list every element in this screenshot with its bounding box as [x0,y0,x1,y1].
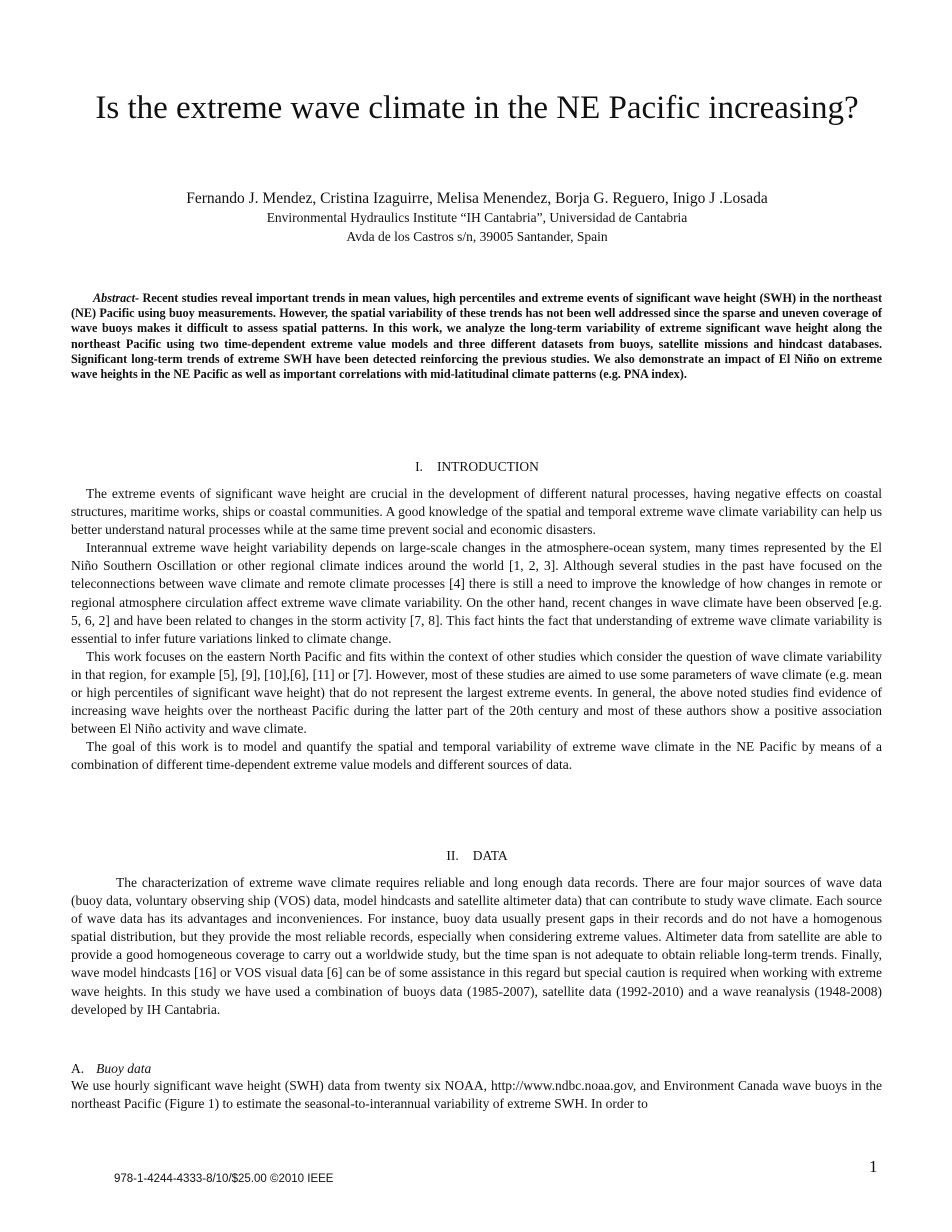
section-heading-introduction [72,458,882,475]
subsection-number: A. [71,1061,85,1076]
subsection-title: Buoy data [96,1061,152,1076]
affiliation-line-2: Avda de los Castros s/n, 39005 Santander, Spain [346,229,608,244]
section-heading-data [72,847,882,864]
page-number: 1 [869,1157,878,1176]
affiliation-line-1: Environmental Hydraulics Institute “IH Cantabria”, Universidad de Cantabria [266,210,688,225]
section-number: I. [415,459,423,474]
introduction-body [71,485,882,775]
copyright-notice: 978-1-4244-4333-8/10/$25.00 ©2010 IEEE [114,1173,334,1185]
section-title: DATA [472,848,508,863]
abstract-text: Recent studies reveal important trends in mean values, high percentiles and extreme events of significant wave height (SWH) in the northeast (NE) Pacific using buoy measurements. However, the spatial variability of these trends has not been well addressed since the sparse and uneven coverage of wave buoys makes it difficult to assess spatial patterns. In this work, we analyze the long-term variability of extreme significant wave height along the northeast Pacific using two time-dependent extreme value models and three different datasets from buoys, satellite missions and hindcast databases. Significant long-term trends of extreme SWH have been detected reinforcing the previous studies. We also demonstrate an impact of El Niño on extreme wave heights in the NE Pacific as well as important correlations with mid-latitudinal climate patterns (e.g. PNA index). [71,291,883,382]
paragraph: Interannual extreme wave height variability depends on large-scale changes in the atmosphere-ocean system, many times represented by the El Niño Southern Oscillation or other regional climate indices around the world [1, 2, 3]. Although several studies in the past have focused on the teleconnections between wave climate and remote climate processes [4] there is still a need to improve the knowledge of how changes in remote or regional atmosphere circulation affect extreme wave climate variability. On the other hand, recent changes in wave climate have been observed [e.g. 5, 6, 2] and have been related to changes in the storm activity [7, 8]. This fact hints the fact that understanding of extreme wave climate variability is essential to infer future variations linked to climate change. [71,540,882,646]
author-list: Fernando J. Mendez, Cristina Izaguirre, Melisa Menendez, Borja G. Reguero, Inigo J .Losada [186,190,768,207]
paragraph: The characterization of extreme wave climate requires reliable and long enough data records. There are four major sources of wave data (buoy data, voluntary observing ship (VOS) data, model hindcasts and satellite altimeter data) that can contribute to study wave climate. Each source of wave data has its advantages and inconveniences. For instance, buoy data usually present gaps in their records and do not have a homogenous spatial distribution, but they provide the most reliable records, especially when considering extreme values. Altimeter data from satellite are able to provide a good homogeneous coverage to carry out a worldwide study, but the time span is not adequate to obtain reliable long-term trends. Finally, wave model hindcasts [16] or VOS visual data [6] can be of some assistance in this regard but special caution is required when working with extreme wave heights. In this study we have used a combination of buoys data (1985-2007), satellite data (1992-2010) and a wave reanalysis (1948-2008) developed by IH Cantabria. [71,875,882,1017]
buoy-data-body [71,1077,882,1113]
section-title: INTRODUCTION [436,459,539,474]
paragraph: We use hourly significant wave height (SWH) data from twenty six NOAA, http://www.ndbc.noaa.gov, and Environment Canada wave buoys in the northeast Pacific (Figure 1) to estimate the seasonal-to-interannual variability of extreme SWH. In order to [71,1078,882,1112]
subsection-heading-buoy-data [71,1060,882,1078]
paper-title: Is the extreme wave climate in the NE Pacific increasing? [95,90,859,126]
paragraph: The extreme events of significant wave height are crucial in the development of different natural processes, having negative effects on coastal structures, maritime works, ships or coastal communities. A good knowledge of the spatial and temporal extreme wave climate variability can help us better understand natural processes while at the same time prevent social and economic disasters. [71,486,882,538]
section-number: II. [446,848,459,863]
data-body [71,874,882,1019]
abstract-lead: Abstract- [93,291,140,305]
abstract [71,291,882,382]
paragraph: This work focuses on the eastern North Pacific and fits within the context of other studies which consider the question of wave climate variability in that region, for example [5], [9], [10],[6], [11] or [7]. However, most of these studies are aimed to use some parameters of wave climate (e.g. mean or high percentiles of significant wave height) that do not represent the largest extreme events. In general, the above noted studies find evidence of increasing wave heights over the northeast Pacific during the latter part of the 20th century and most of these authors show a positive association between El Niño activity and wave climate. [71,648,882,737]
paragraph: The goal of this work is to model and quantify the spatial and temporal variability of extreme wave climate in the NE Pacific by means of a combination of different time-dependent extreme value models and different sources of data. [71,739,882,773]
